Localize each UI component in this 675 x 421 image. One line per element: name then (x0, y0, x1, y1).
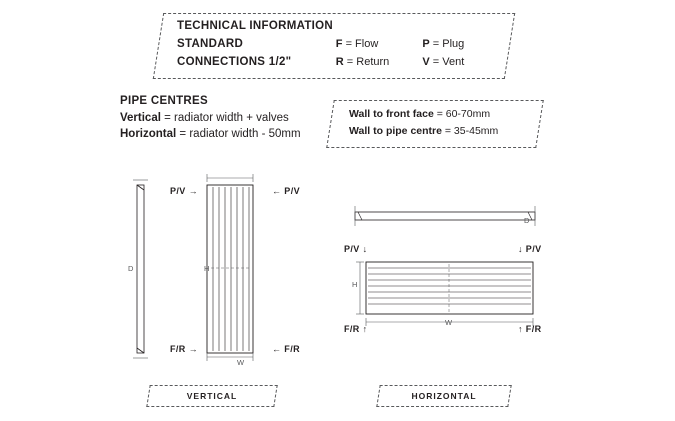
vertical-height-label: H (204, 264, 210, 273)
pipe-centres-vertical-value: = radiator width + valves (160, 112, 289, 124)
horizontal-front-body (366, 262, 533, 314)
horizontal-front-view (356, 262, 533, 326)
horizontal-top-view (355, 206, 535, 226)
horizontal-label-bottom-left: F/R ↑ (344, 324, 368, 334)
wall-to-front-face-value: = 60-70mm (433, 108, 491, 120)
legend-return-value: = Return (346, 56, 390, 68)
vertical-label-bottom-left: F/R → (170, 344, 198, 354)
legend-flow-key: F (335, 38, 343, 50)
legend-vent-value: = Vent (432, 56, 465, 68)
vertical-front-body (207, 185, 253, 353)
tech-title-label: TECHNICAL INFORMATION (177, 20, 334, 32)
legend-vent-key: V (422, 56, 430, 68)
horizontal-label-top-right: ↓ P/V (518, 244, 542, 254)
horizontal-label-bottom-right: ↑ F/R (518, 324, 542, 334)
vertical-front-view (207, 174, 253, 361)
horizontal-top-body (355, 212, 535, 220)
vertical-side-view (133, 180, 148, 358)
horizontal-label-top-left: P/V ↓ (344, 244, 368, 254)
wall-to-front-face-label: Wall to front face (349, 108, 434, 120)
tech-standard-label: STANDARD (177, 38, 244, 50)
vertical-side-chamfer-top (137, 185, 144, 190)
horizontal-height-label: H (352, 280, 358, 289)
legend-plug-value: = Plug (432, 38, 465, 50)
vertical-side-body (137, 185, 144, 353)
horizontal-depth-label: D (524, 216, 530, 225)
vertical-label-top-right: ← P/V (272, 186, 301, 196)
legend-return-key: R (335, 56, 344, 68)
vertical-label-top-left: P/V → (170, 186, 199, 196)
vertical-width-label: W (237, 358, 245, 367)
vertical-depth-label: D (128, 264, 134, 273)
tech-connections-label: CONNECTIONS 1/2" (177, 56, 292, 68)
pipe-centres-horizontal-value: = radiator width - 50mm (176, 128, 301, 140)
pipe-centres-horizontal-label: Horizontal (120, 128, 177, 140)
horizontal-width-label: W (445, 318, 453, 327)
wall-to-pipe-centre-label: Wall to pipe centre (349, 125, 442, 137)
caption-horizontal-box (376, 385, 511, 407)
legend-flow-value: = Flow (345, 38, 379, 50)
caption-vertical-box (146, 385, 277, 407)
pipe-centres-title: PIPE CENTRES (120, 95, 208, 107)
vertical-label-bottom-right: ← F/R (272, 344, 300, 354)
wall-to-pipe-centre-value: = 35-45mm (441, 125, 499, 137)
pipe-centres-vertical-label: Vertical (120, 112, 161, 124)
legend-plug-key: P (422, 38, 430, 50)
caption-horizontal-label: HORIZONTAL (411, 391, 477, 401)
caption-vertical-label: VERTICAL (186, 391, 238, 401)
vertical-side-chamfer-bottom (137, 348, 144, 353)
